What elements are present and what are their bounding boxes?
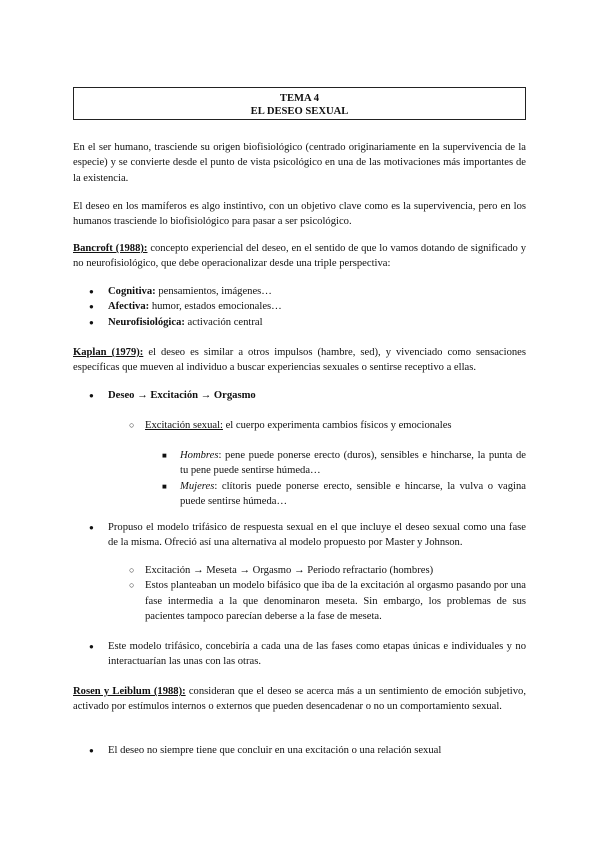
mujeres-label: Mujeres: [180, 480, 215, 492]
list-item-text: activación central: [184, 316, 263, 328]
genero-list: [180, 448, 526, 509]
kaplan-paragraph: [73, 345, 526, 376]
fases-list: [145, 563, 526, 624]
list-item-label: Neurofisiológica:: [108, 316, 185, 328]
excitacion-text: el cuerpo experimenta cambios físicos y emocionales: [222, 420, 452, 431]
list-item: [180, 448, 526, 479]
trifasico-list: [108, 639, 526, 670]
modelo-list: [108, 520, 526, 551]
list-item-text: pensamientos, imágenes…: [155, 286, 272, 297]
hombres-text: : pene puede ponerse erecto (duros), sensibles e hincharse, la punta de tu pene puede sentirse húmeda…: [180, 450, 526, 477]
intro-paragraph-1: En el ser humano, trasciende su origen biofisiológico (centrado originariamente en la supervivencia de la especie) y se convierte desde el punto de vista psicológico en una de las motivaciones más importantes de la existencia.: [73, 142, 526, 184]
list-item-text: humor, estados emocionales…: [149, 301, 282, 313]
list-item: ● Propuso el modelo trifásico de respuesta sexual en el que incluye el deseo sexual como una fase de la misma. Ofreció así una alternativa al modelo propuesto por Master y Johnson.: [108, 520, 526, 551]
rosen-paragraph: [73, 684, 526, 715]
list-item: [108, 284, 526, 299]
kaplan-text: el deseo es similar a otros impulsos (hambre, sed), y vivenciado como sensaciones específicas que mueven al individuo a buscar experiencias sexuales o sentirse receptivo a ellas.: [73, 347, 526, 374]
kaplan-author: Kaplan (1979):: [73, 347, 144, 358]
list-item: [108, 315, 526, 330]
list-item: [108, 388, 526, 403]
rosen-author: Rosen y Leiblum (1988):: [73, 686, 186, 697]
kaplan-sequence-list: [108, 388, 526, 403]
list-item: [180, 479, 526, 510]
excitacion-label: Excitación sexual:: [145, 420, 223, 431]
intro-paragraph-2: El deseo en los mamíferos es algo instintivo, con un objetivo clave como es la supervivencia, pero en los humanos trasciende lo biofisiológico para pasar a ser psicológico.: [73, 201, 526, 228]
list-item: ○ Estos planteaban un modelo bifásico que iba de la excitación al orgasmo pasando por una fase intermedia a la que denominaron meseta. Sin embargo, los problemas de sus pacientes tampoco parecían deberse a la fase de meseta.: [145, 578, 526, 624]
list-item: [108, 299, 526, 314]
kaplan-sequence: Deseo → Excitación → Orgasmo: [108, 390, 256, 401]
bancroft-paragraph: [73, 241, 526, 272]
title-line-1: TEMA 4: [279, 93, 320, 104]
list-item: ● El deseo no siempre tiene que concluir en una excitación o una relación sexual: [108, 743, 526, 758]
bancroft-text: concepto experiencial del deseo, en el sentido de que lo vamos dotando de significado y no neurofisiológico, que debe operacionalizar desde una triple perspectiva:: [73, 243, 526, 270]
title-box: [73, 87, 526, 120]
title-line-2: EL DESEO SEXUAL: [250, 106, 349, 117]
rosen-list: [108, 743, 526, 758]
list-item: ● Este modelo trifásico, concebiría a cada una de las fases como etapas únicas e individuales y no interactuarían las unas con las otras.: [108, 639, 526, 670]
hombres-label: Hombres: [180, 450, 219, 461]
mujeres-text: : clítoris puede ponerse erecto, sensible e hincarse, la vulva o vagina puede sentirse húmeda…: [180, 480, 526, 507]
list-item: [145, 418, 526, 433]
list-item-label: Cognitiva:: [108, 286, 156, 297]
list-item-label: Afectiva:: [108, 301, 150, 313]
excitacion-list: [145, 418, 526, 433]
list-item: ○ Excitación → Meseta → Orgasmo → Periodo refractario (hombres): [145, 563, 526, 578]
rosen-text: consideran que el deseo se acerca más a un sentimiento de emoción subjetivo, activado por estímulos internos o externos que pueden desencadenar o no un comportamiento sexual.: [73, 686, 526, 713]
bancroft-list: [108, 284, 526, 330]
bancroft-author: Bancroft (1988):: [73, 243, 148, 254]
